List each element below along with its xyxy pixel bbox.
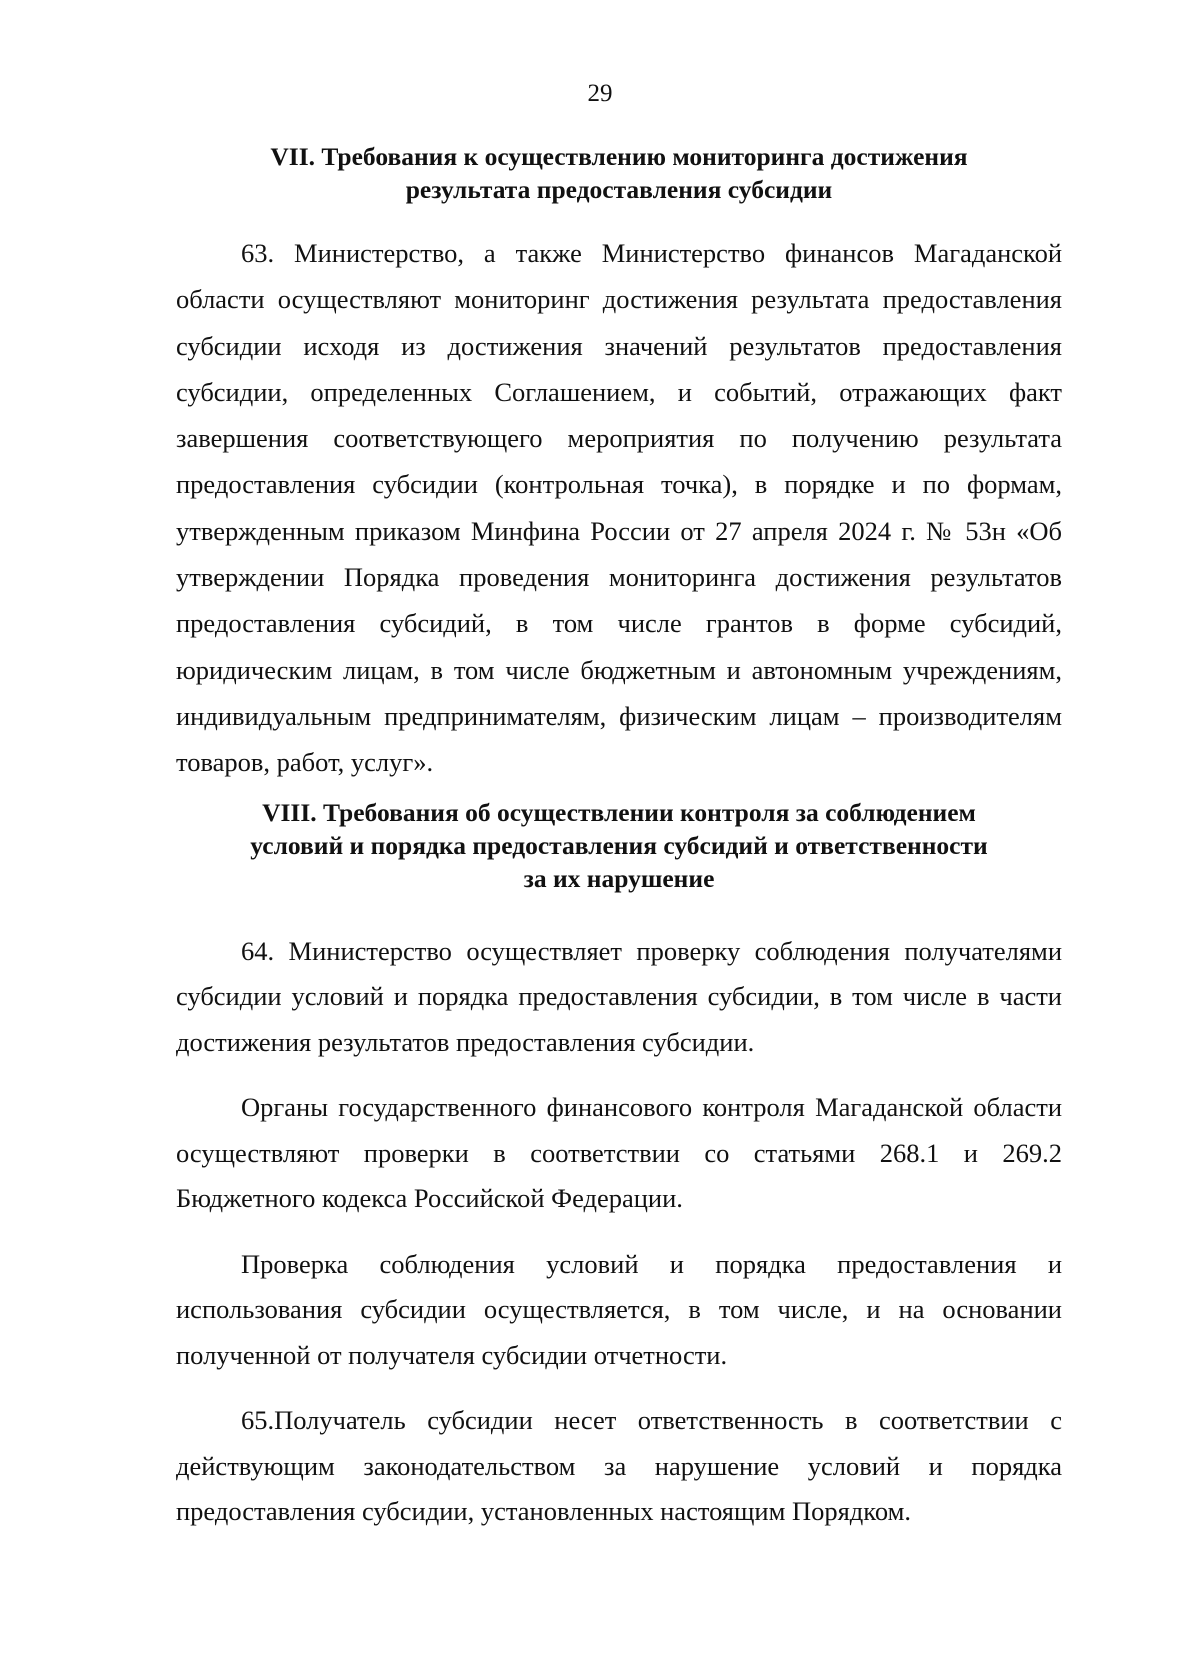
paragraph-verification: Проверка соблюдения условий и порядка предоставления и использования субсидии осуществляется, в том числе, и на основании полученной от получателя субсидии отчетности. [176, 1248, 1062, 1370]
page-number: 29 [587, 80, 613, 107]
section-vii-heading-line-2: результата предоставления субсидии [405, 175, 833, 204]
section-viii-heading-line-2: условий и порядка предоставления субсидий и ответственности [250, 830, 988, 860]
paragraph-65: 65.Получатель субсидии несет ответственность в соответствии с действующим законодательством за нарушение условий и порядка предоставления субсидии, установленных настоящим Порядком. [176, 1405, 1062, 1527]
paragraph-state-control: Органы государственного финансового контроля Магаданской области осуществляют проверки в соответствии со статьями 268.1 и 269.2 Бюджетного кодекса Российской Федерации. [176, 1092, 1062, 1214]
paragraph-64: 64. Министерство осуществляет проверку соблюдения получателями субсидии условий и порядка предоставления субсидии, в том числе в части достижения результатов предоставления субсидии. [176, 935, 1062, 1057]
paragraph-63: 63. Министерство, а также Министерство финансов Магаданской области осуществляют мониторинг достижения результата предоставления субсидии исходя из достижения значений результатов предоставления субсидии, определенных Соглашением, и событий, отражающих факт завершения соответствующего мероприятия по получению результата предоставления субсидии (контрольная точка), в порядке и по формам, утвержденным приказом Минфина России от 27 апреля 2024 г. № 53н «Об утверждении Порядка проведения мониторинга достижения результатов предоставления субсидий, в том числе грантов в форме субсидий, юридическим лицам, в том числе бюджетным и автономным учреждениям, индивидуальным предпринимателям, физическим лицам – производителям товаров, работ, услуг». [176, 238, 1062, 778]
section-viii [176, 796, 1062, 1535]
section-viii-heading [176, 796, 1062, 895]
section-viii-heading-line-1: VIII. Требования об осуществлении контроля за соблюдением [262, 797, 976, 827]
section-vii [176, 140, 1062, 786]
section-viii-heading-line-3: за их нарушение [523, 863, 715, 893]
page-content [176, 140, 1062, 1535]
section-vii-heading-line-1: VII. Требования к осуществлению мониторинга достижения [270, 142, 968, 171]
section-vii-heading [176, 140, 1062, 206]
